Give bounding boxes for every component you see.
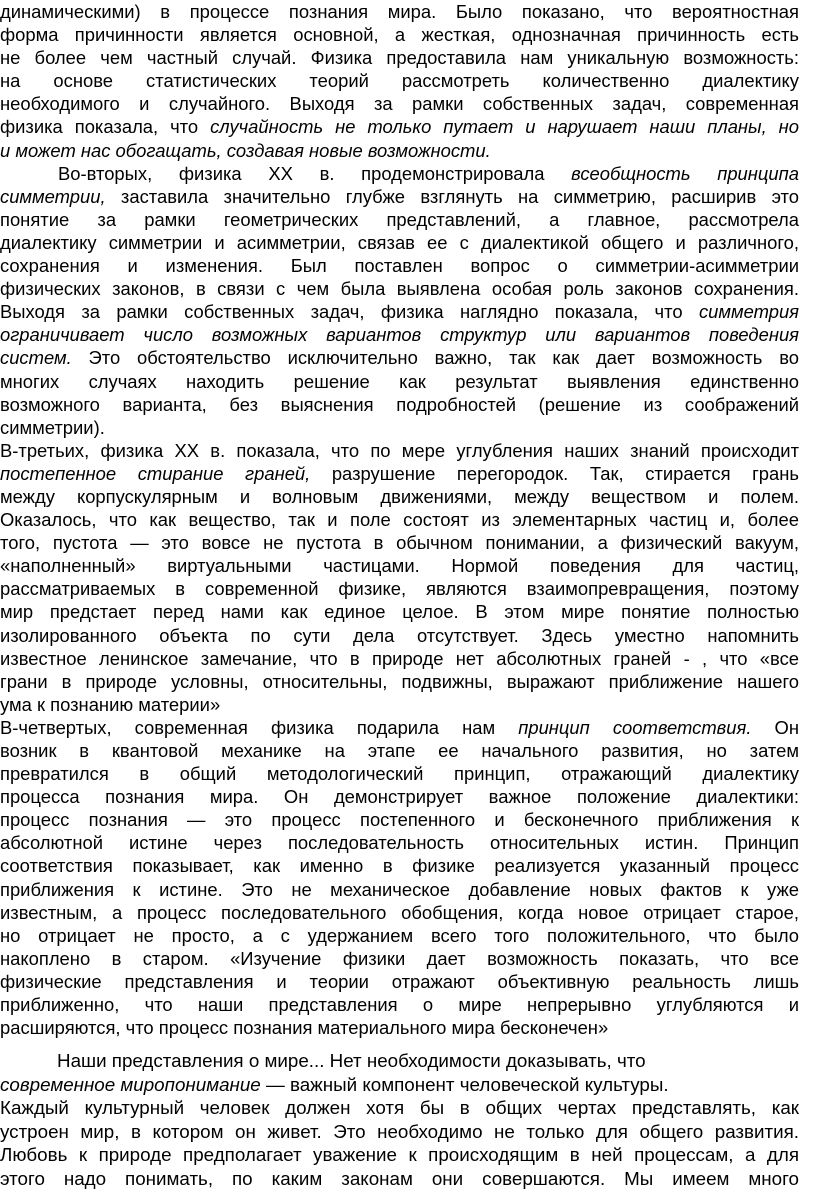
- text-span: — важный компонент человеческой культуры.: [260, 1073, 669, 1095]
- text-block-worldview: [0, 1049, 799, 1191]
- text-span: Это обстоятельство исключительно важно, так как дает возможность во: [71, 347, 799, 369]
- text-span: многих случаях находить решение как результат выявления единственно: [0, 370, 799, 392]
- text-span: приближения к истине. Это не механическое добавление новых фактов к уже: [0, 878, 799, 900]
- text-line: [0, 554, 799, 577]
- text-line: [0, 46, 799, 69]
- italic-span: ограничивает число возможных вариантов структур или вариантов поведения: [0, 324, 799, 346]
- text-span: процесса познания мира. Он демонстрирует важное положение диалектики:: [0, 786, 799, 808]
- text-span: ума к познанию материи»: [0, 693, 221, 715]
- text-span: этого надо понимать, по каким законам они совершаются. Мы имеем много: [0, 1167, 799, 1189]
- text-line: [0, 808, 799, 831]
- text-line: [0, 462, 799, 485]
- text-line: [0, 208, 799, 231]
- text-span: процесс познания — это процесс постепенного и бесконечного приближения к: [0, 809, 799, 831]
- text-span: известное ленинское замечание, что в природе нет абсолютных граней - , что «все: [0, 647, 799, 669]
- text-span: расширяются, что процесс познания материального мира бесконечен»: [0, 1017, 609, 1039]
- text-line: [0, 69, 799, 92]
- italic-span: принцип соответствия.: [518, 716, 752, 738]
- text-span: физические представления и теории отражают объективную реальность лишь: [0, 970, 799, 992]
- text-line: [0, 508, 799, 531]
- text-line: [0, 231, 799, 254]
- text-line: [0, 693, 799, 716]
- text-line: [0, 323, 799, 346]
- text-line: [0, 92, 799, 115]
- text-span: между корпускулярным и волновым движениями, между веществом и полем.: [0, 485, 799, 507]
- text-line: [0, 624, 799, 647]
- text-line: [0, 370, 799, 393]
- text-line: [0, 670, 799, 693]
- text-line: [0, 485, 799, 508]
- text-line: [0, 1096, 799, 1120]
- text-span: того, пустота — это вовсе не пустота в обычном понимании, а физический вакуум,: [0, 532, 799, 554]
- text-line: [0, 647, 799, 670]
- text-span: рассматриваемых в современной физике, являются взаимопревращения, поэтому: [0, 578, 799, 600]
- text-span: В-третьих, физика XX в. показала, что по мере углубления наших знаний происходит: [0, 439, 799, 461]
- italic-span: случайность не только путает и нарушает наши планы, но: [210, 116, 799, 138]
- text-span: необходимого и случайного. Выходя за рамки собственных задач, современная: [0, 93, 799, 115]
- text-span: мир предстает перед нами как единое целое. В этом мире понятие полностью: [0, 601, 799, 623]
- text-line: [0, 439, 799, 462]
- text-span: абсолютной истине через последовательность относительных истин. Принцип: [0, 832, 799, 854]
- text-span: но отрицает не просто, а с удержанием всего того положительного, что было: [0, 924, 799, 946]
- text-span: соответствия показывает, как именно в физике реализуется указанный процесс: [0, 855, 799, 877]
- text-line: [0, 1167, 799, 1191]
- text-line: [0, 185, 799, 208]
- text-span: на основе статистических теорий рассмотреть количественно диалектику: [0, 70, 799, 92]
- text-span: сохранения и изменения. Был поставлен вопрос о симметрии-асимметрии: [0, 255, 799, 277]
- text-span: Каждый культурный человек должен хотя бы в общих чертах представлять, как: [0, 1097, 799, 1119]
- italic-span: симметрии,: [0, 185, 106, 207]
- text-line: [0, 716, 799, 739]
- italic-span: современное миропонимание: [0, 1073, 261, 1095]
- text-span: устроен мир, в котором он живет. Это необходимо не только для общего развития.: [0, 1120, 799, 1142]
- text-span: известным, а процесс последовательного обобщения, когда новое отрицает старое,: [0, 901, 799, 923]
- text-span: не более чем частный случай. Физика предоставила нам уникальную возможность:: [0, 47, 799, 69]
- text-span: форма причинности является основной, а жесткая, однозначная причинность есть: [0, 24, 799, 46]
- text-line: [0, 901, 799, 924]
- text-line: [0, 346, 799, 369]
- text-span: физика показала, что: [0, 116, 211, 138]
- text-span: превратился в общий методологический принцип, отражающий диалектику: [0, 763, 799, 785]
- text-span: диалектику симметрии и асимметрии, связав ее с диалектикой общего и различного,: [0, 231, 799, 253]
- italic-span: постепенное стирание граней,: [0, 462, 311, 484]
- text-span: симметрии).: [0, 416, 105, 438]
- text-line: [0, 393, 799, 416]
- text-line: [0, 831, 799, 854]
- text-line: [0, 924, 799, 947]
- text-line: [0, 1143, 799, 1167]
- text-line: [0, 993, 799, 1016]
- text-line: [0, 115, 799, 138]
- text-span: Он: [751, 716, 799, 738]
- text-line: [0, 139, 799, 162]
- italic-span: систем.: [0, 347, 72, 369]
- text-span: динамическими) в процессе познания мира. Было показано, что вероятностная: [0, 1, 799, 22]
- text-line: [0, 416, 799, 439]
- text-line: [0, 577, 799, 600]
- text-span: возможного варианта, без выяснения подробностей (решение из соображений: [0, 393, 799, 415]
- italic-span: и может нас обогащать, создавая новые возможности.: [0, 139, 491, 161]
- text-line: [0, 23, 799, 46]
- text-span: Любовь к природе предполагает уважение к происходящим в ней процессам, а для: [0, 1144, 799, 1166]
- text-span: изолированного объекта по сути дела отсутствует. Здесь уместно напомнить: [0, 624, 799, 646]
- text-line: [0, 1049, 799, 1073]
- text-span: накоплено в старом. «Изучение физики дает возможность показать, что все: [0, 947, 799, 969]
- text-span: Наши представления о мире... Нет необходимости доказывать, что: [57, 1050, 646, 1071]
- text-span: «наполненный» виртуальными частицами. Нормой поведения для частиц,: [0, 555, 799, 577]
- text-line: [0, 762, 799, 785]
- text-line: [0, 277, 799, 300]
- text-span: разрушение перегородок. Так, стирается грань: [310, 462, 800, 484]
- italic-span: симметрия: [698, 301, 799, 323]
- text-line: [0, 1120, 799, 1144]
- text-span: приближенно, что наши представления о мире непрерывно углубляются и: [0, 994, 799, 1016]
- text-line: [0, 1073, 799, 1097]
- text-line: [0, 970, 799, 993]
- text-line: [0, 531, 799, 554]
- text-span: понятие за рамки геометрических представлений, а главное, рассмотрела: [0, 208, 799, 230]
- text-line: [0, 947, 799, 970]
- text-line: [0, 0, 799, 23]
- text-line: [0, 785, 799, 808]
- text-line: [0, 854, 799, 877]
- text-line: [0, 600, 799, 623]
- text-line: [0, 254, 799, 277]
- text-span: грани в природе условны, относительны, подвижны, выражают приближение нашего: [0, 670, 799, 692]
- text-line: [0, 162, 799, 185]
- text-span: заставила значительно глубже взглянуть на симметрию, расширив это: [105, 185, 799, 207]
- text-span: возник в квантовой механике на этапе ее начального развития, но затем: [0, 740, 799, 761]
- text-span: Во-вторых, физика XX в. продемонстрировала: [58, 162, 572, 184]
- text-span: физических законов, в связи с чем была выявлена особая роль законов сохранения.: [0, 278, 799, 300]
- text-line: [0, 300, 799, 323]
- text-line: [0, 739, 799, 762]
- text-line: [0, 878, 799, 901]
- text-span: Оказалось, что как вещество, так и поле состоят из элементарных частиц и, более: [0, 509, 799, 531]
- text-span: В-четвертых, современная физика подарила нам: [0, 716, 519, 738]
- italic-span: всеобщность принципа: [571, 162, 799, 184]
- text-span: Выходя за рамки собственных задач, физика наглядно показала, что: [0, 301, 699, 323]
- text-line: [0, 1016, 799, 1039]
